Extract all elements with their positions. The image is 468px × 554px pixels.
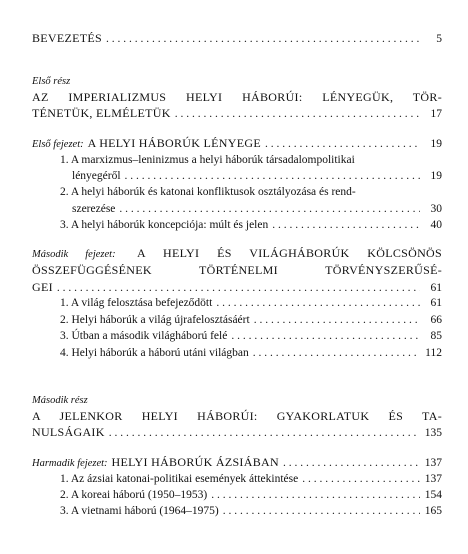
toc-entry-chapter3-item1: [60, 472, 442, 487]
page-number: 30: [430, 203, 442, 215]
page-number: 66: [430, 314, 442, 326]
chapter1-item2-line1: 2. A helyi háborúk és katonai konfliktusok osztályozása és rend-: [60, 186, 356, 198]
part1-label: Első rész: [32, 76, 71, 87]
leader-dots: [231, 329, 420, 344]
chapter2-item4-text: 4. Helyi háborúk a háború utáni világban: [60, 347, 249, 359]
chapter3-item3-text: 3. A vietnami háború (1964–1975): [60, 505, 219, 517]
chapter3-title: HELYI HÁBORÚK ÁZSIÁBAN: [111, 455, 279, 469]
leader-dots: [302, 472, 420, 487]
toc-entry-chapter1-item2: [72, 202, 442, 217]
chapter3-label: Harmadik fejezet:: [32, 458, 108, 469]
chapter3-item1-text: 1. Az ázsiai katonai-politikai események áttekintése: [60, 473, 299, 485]
toc-entry-chapter2-item2: [60, 313, 442, 328]
chapter2-label: Második fejezet:: [32, 249, 116, 260]
part2-title-line2: NULSÁGAIK: [32, 425, 105, 439]
page-number: 19: [430, 170, 442, 182]
leader-dots: [57, 281, 420, 296]
intro-title: BEVEZETÉS: [32, 31, 103, 45]
toc-entry-chapter2-item4: [60, 346, 442, 361]
chapter2-heading-line1: [32, 246, 442, 262]
toc-entry-chapter2: [32, 280, 442, 296]
chapter1-item1-line1: 1. A marxizmus–leninizmus a helyi háborúk társadalompolitikai: [60, 154, 355, 166]
chapter1-item1-line2: lényegéről: [72, 170, 121, 182]
leader-dots: [211, 488, 420, 503]
toc-entry-chapter1-item1: [72, 169, 442, 184]
page-number: 137: [424, 473, 442, 485]
leader-dots: [254, 313, 420, 328]
part1-title-line2: TÉNETÜK, ELMÉLETÜK: [32, 106, 171, 120]
toc-entry-part2: [32, 425, 442, 441]
leader-dots: [216, 296, 420, 311]
chapter1-label: Első fejezet:: [32, 139, 84, 150]
chapter2-item2-text: 2. Helyi háborúk a világ újrafelosztásáért: [60, 314, 250, 326]
chapter2-title-line1: A HELYI ÉS VILÁGHÁBORÚK KÖLCSÖNÖS: [136, 246, 442, 260]
leader-dots: [106, 32, 420, 47]
toc-entry-intro: [32, 31, 442, 47]
leader-dots: [283, 456, 420, 471]
chapter2-title-line3: GEI: [32, 280, 53, 294]
leader-dots: [175, 107, 420, 122]
page-number: 61: [430, 297, 442, 309]
leader-dots: [253, 346, 420, 361]
toc-entry-part1: [32, 106, 442, 122]
page-number: 5: [436, 33, 442, 45]
chapter3-item2-text: 2. A koreai háború (1950–1953): [60, 489, 208, 501]
part2-label: Második rész: [32, 395, 88, 406]
chapter2-title-line2: ÖSSZEFÜGGÉSÉNEK TÖRTÉNELMI TÖRVÉNYSZERŰSÉ-: [32, 263, 442, 277]
leader-dots: [125, 169, 420, 184]
page-number: 61: [430, 282, 442, 294]
leader-dots: [272, 218, 420, 233]
toc-entry-chapter1: [32, 136, 442, 152]
page-number: 137: [424, 457, 442, 469]
page-number: 165: [424, 505, 442, 517]
toc-entry-chapter3-item2: [60, 488, 442, 503]
leader-dots: [119, 202, 420, 217]
page-number: 154: [424, 489, 442, 501]
chapter2-item3-text: 3. Útban a második világháború felé: [60, 330, 228, 342]
chapter1-item3-text: 3. A helyi háborúk koncepciója: múlt és jelen: [60, 219, 269, 231]
toc-entry-chapter2-item1: [60, 296, 442, 311]
toc-entry-chapter3-item3: [60, 504, 442, 519]
leader-dots: [109, 426, 420, 441]
part2-title-line1: A JELENKOR HELYI HÁBORÚI: GYAKORLATUK ÉS TA-: [32, 409, 442, 423]
leader-dots: [265, 137, 420, 152]
page-number: 85: [430, 330, 442, 342]
part1-title-line1: AZ IMPERIALIZMUS HELYI HÁBORÚI: LÉNYEGÜK, TÖR-: [32, 90, 442, 104]
toc-entry-chapter2-item3: [60, 329, 442, 344]
chapter1-item2-line2: szerezése: [72, 203, 116, 215]
chapter2-item1-text: 1. A világ felosztása befejeződött: [60, 297, 213, 309]
chapter1-title: A HELYI HÁBORÚK LÉNYEGE: [87, 136, 261, 150]
page-number: 112: [425, 347, 442, 359]
page-number: 19: [430, 138, 442, 150]
leader-dots: [223, 504, 420, 519]
page-number: 40: [430, 219, 442, 231]
page-number: 17: [430, 108, 442, 120]
page-number: 135: [424, 427, 442, 439]
toc-entry-chapter3: [32, 455, 442, 471]
toc-entry-chapter1-item3: [60, 218, 442, 233]
